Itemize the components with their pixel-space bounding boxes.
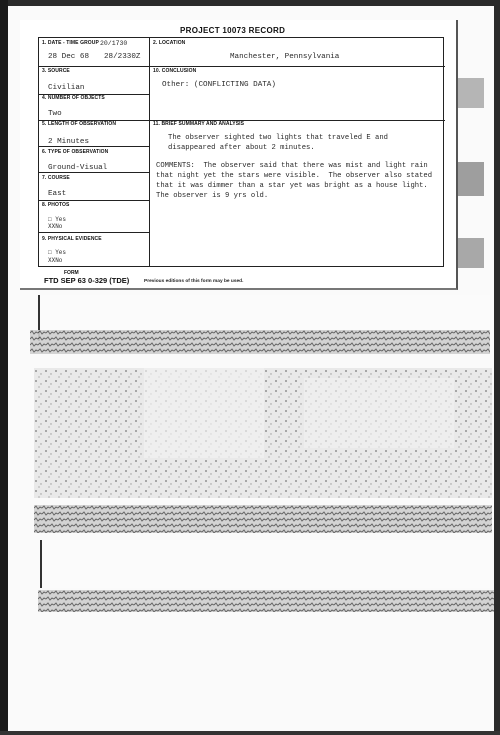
- location-value: Manchester, Pennsylvania: [230, 53, 340, 61]
- date-time-overwritten: 20/1730: [100, 40, 128, 47]
- scan-edge-bottom: [0, 731, 500, 735]
- scan-edge-right: [494, 0, 500, 735]
- physical-evidence-no-checkbox: XXNo: [48, 257, 63, 264]
- footer-note: Previous editions of this form may be used.: [144, 279, 244, 284]
- footer-form-id: FTD SEP 63 0-329 (TDE): [44, 276, 130, 285]
- comments-line-4: The observer is 9 yrs old.: [156, 192, 269, 200]
- source-value: Civilian: [48, 84, 85, 92]
- scan-noise-band: [38, 590, 494, 612]
- date-time-label: 1. DATE - TIME GROUP: [42, 40, 99, 46]
- scan-edge-left: [0, 0, 8, 735]
- photos-no-checkbox: XXNo: [48, 223, 63, 230]
- conclusion-label: 10. CONCLUSION: [153, 68, 197, 74]
- number-of-objects-label: 4. NUMBER OF OBJECTS: [42, 95, 105, 101]
- type-of-observation-label: 6. TYPE OF OBSERVATION: [42, 149, 109, 155]
- row-divider: [39, 66, 149, 67]
- conclusion-value: Other: (CONFLICTING DATA): [162, 81, 276, 89]
- brief-summary-label: 11. BRIEF SUMMARY AND ANALYSIS: [153, 121, 245, 127]
- column-divider: [149, 38, 150, 266]
- length-of-observation-label: 5. LENGTH OF OBSERVATION: [42, 121, 117, 127]
- physical-evidence-yes-checkbox: □ Yes: [48, 249, 67, 256]
- row-divider: [39, 146, 149, 147]
- physical-evidence-label: 9. PHYSICAL EVIDENCE: [42, 236, 102, 242]
- form-title: PROJECT 10073 RECORD: [180, 26, 286, 35]
- side-smudge: [456, 238, 484, 268]
- comments-line-2: that night yet the stars were visible. The observer also stated: [156, 172, 433, 180]
- source-label: 3. SOURCE: [42, 68, 70, 74]
- footer-form-label: FORM: [64, 270, 79, 276]
- comments-line-1: COMMENTS: The observer said that there was mist and light rain: [156, 162, 428, 170]
- photos-yes-checkbox: □ Yes: [48, 216, 67, 223]
- number-of-objects-value: Two: [48, 110, 62, 118]
- location-label: 2. LOCATION: [153, 40, 186, 46]
- scan-noise-block: [34, 368, 492, 498]
- summary-line-2: disappeared after about 2 minutes.: [168, 144, 315, 152]
- side-smudge: [456, 162, 484, 196]
- length-of-observation-value: 2 Minutes: [48, 138, 90, 146]
- row-divider: [39, 172, 149, 173]
- summary-line-1: The observer sighted two lights that traveled E and: [168, 134, 388, 142]
- type-of-observation-value: Ground-Visual: [48, 164, 108, 172]
- row-divider: [149, 66, 445, 67]
- date-value: 28 Dec 68: [48, 53, 90, 61]
- scan-noise-band: [30, 330, 490, 354]
- photos-label: 8. PHOTOS: [42, 202, 70, 208]
- course-label: 7. COURSE: [42, 175, 70, 181]
- comments-line-3: that it was dimmer than a star yet was bright as a house light.: [156, 182, 428, 190]
- scan-noise-band: [34, 505, 492, 533]
- row-divider: [39, 232, 149, 233]
- side-smudge: [456, 78, 484, 108]
- row-divider: [39, 200, 149, 201]
- blank-strip-panel: [40, 540, 492, 588]
- time-value: 28/2330Z: [104, 53, 141, 61]
- scan-edge-top: [0, 0, 500, 6]
- course-value: East: [48, 190, 67, 198]
